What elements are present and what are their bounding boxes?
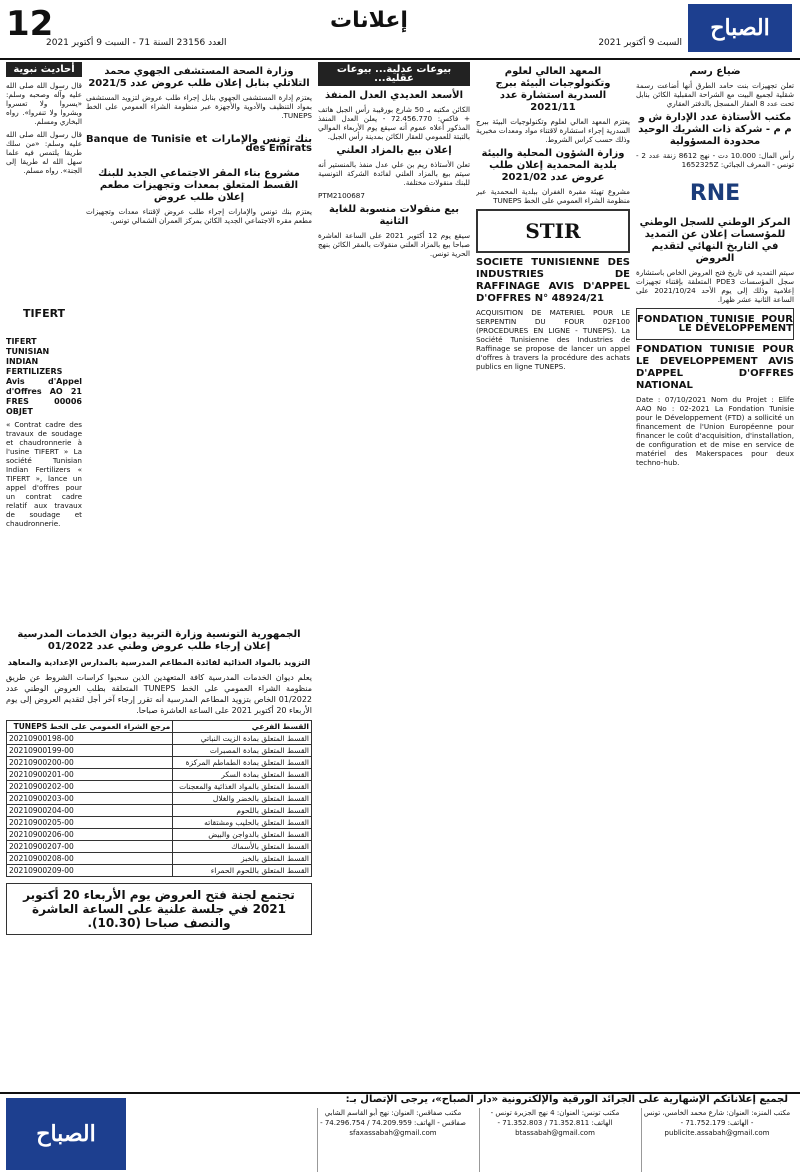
office-tunis: مكتب تونس: العنوان: 4 نهج الجزيرة تونس - الهاتف: 71.352.811 / 71.352.803 - btassabah@gmail.com (479, 1108, 630, 1172)
ad-title: إعلان بيع بالمزاد العلني (336, 145, 452, 156)
lot-description: القسط المتعلق بالخضر والغلال (173, 793, 312, 805)
table-row (7, 793, 312, 805)
table-row (7, 781, 312, 793)
fondation-logo: FONDATION TUNISIE POUR LE DÉVELOPPEMENT (636, 308, 794, 340)
ad-title: FONDATION TUNISIE POUR LE DEVELOPPEMENT AVIS D'APPEL D'OFFRES NATIONAL (636, 344, 794, 391)
ad-title: المعهد العالي لعلوم وتكنولوجيات البيئة ببرج السدرية استشارة عدد 2021/11 (495, 66, 611, 113)
table-row (7, 841, 312, 853)
ad-text: سيتم التمديد في تاريخ فتح العروض الخاص باستشارة سجل المؤسسات PDE3 المتعلقة بإقتناء تجهيزات إعلامية وذلك إلى يوم الأحد 2021/10/24 على الساعة الثانية عشر ظهرا. (636, 268, 794, 304)
lot-description: القسط المتعلق بمادة السكر (173, 769, 312, 781)
lot-description: القسط المتعلق باللحوم (173, 805, 312, 817)
notice-title: الجمهورية التونسية وزارة التربية ديوان الخدمات المدرسية إعلان إرجاء طلب عروض وطني عدد 01/2022 (17, 629, 301, 652)
lots-table (6, 720, 312, 877)
ad-text: تعلن الأستاذة ريم بن علي عدل منفذ بالمنستير أنه سيتم بيع بالمزاد العلني لفائدة الشركة التونسية للبنك منقولات مختلفة. (318, 160, 470, 187)
ad-title: وزارة الشؤون المحلية والبيئة بلدية المحمدية إعلان طلب عروض عدد 2021/02 (481, 148, 625, 183)
ad-text: رأس المال: 10.000 دت - نهج 8612 زنقة عدد 2 - تونس - المعرف الجبائي: 1652325Z (636, 151, 794, 169)
table-row (7, 805, 312, 817)
lot-reference: 20210900198-00 (7, 733, 173, 745)
footer-title: لجميع إعلاناتكم الإشهارية على الجرائد الورقية والإلكترونية «دار الصباح»، يرجى الإتصال بـ: (345, 1094, 788, 1105)
footer-logo: الصباح (6, 1098, 126, 1170)
ad-text: تعلن تجهيزات بنت حامد الطرق أنها أضاعت رسمة شقلية لجميع البيت مع الشراحة المقبلية الكائن بنابل تحت عدد 8 العقار المسجل بالدفتر العقاري (636, 81, 794, 108)
ad-text: يعتزم بنك تونس والإمارات إجراء طلب عروض لإقتناء معدات وتجهيزات مطعم مقره الاجتماعي الجديد الكائن بمركز العمران الشمالي تونس. (86, 207, 312, 225)
section-title: إعلانات (330, 8, 408, 33)
footer (0, 1092, 800, 1176)
tifert-logo: TIFERT (22, 306, 66, 320)
btl-logo: بنك تونس والإمارات Banque de Tunisie et des Emirats (86, 134, 312, 154)
lot-description: القسط المتعلق بمادة الزيت النباتي (173, 733, 312, 745)
lot-reference: 20210900200-00 (7, 757, 173, 769)
lot-description: القسط المتعلق باللحوم الحمراء (173, 865, 312, 877)
newspaper-logo: الصباح (688, 4, 792, 52)
column-3 (318, 62, 470, 1042)
issue-line: العدد 23156 السنة 71 - السبت 9 أكتوبر 2021 (46, 38, 227, 48)
lot-description: القسط المتعلق بالحليب ومشتقاته (173, 817, 312, 829)
ad-title: TIFERT TUNISIAN INDIAN FERTILIZERS Avis d'Appel d'Offres AO 21 FRES 00006 OBJET (6, 337, 82, 416)
lot-reference: 20210900201-00 (7, 769, 173, 781)
lot-reference: 20210900203-00 (7, 793, 173, 805)
masthead (0, 0, 800, 60)
column-4 (86, 62, 312, 562)
ad-text: Date : 07/10/2021 Nom du Projet : Elife AAO No : 02-2021 La Fondation Tunisie pour le Développement (FTD) a sollicité un financement de l'Union Européenne pour financer le coût d'acquisition, d'installation, de configuration et de mise en service de matériel des Makerspaces pour deux techno-hub. (636, 395, 794, 467)
lot-description: القسط المتعلق بمادة المصبرات (173, 745, 312, 757)
ad-text: سيقع يوم 12 أكتوبر 2021 على الساعة العاشرة صباحا بيع بالمزاد العلني منقولات بالمقر الكائن بنهج الحرية تونس. (318, 231, 470, 258)
lot-reference: 20210900208-00 (7, 853, 173, 865)
ad-title: وزارة الصحة المستشفى الجهوي محمد التلاتلي بنابل إعلان طلب عروض عدد 2021/5 (88, 66, 310, 89)
lot-reference: 20210900206-00 (7, 829, 173, 841)
hadith-title: أحاديث نبوية (6, 62, 82, 77)
ad-text: « Contrat cadre des travaux de soudage et chaudronnerie à l'usine TIFERT » La société Tunisian Indian Fertilizers « TIFERT », lance un appel d'offres pour un contrat cadre relatif aux travaux de soudage et chaudronnerie. (6, 420, 82, 528)
ad-title: SOCIETE TUNISIENNE DES INDUSTRIES DE RAFFINAGE AVIS D'APPEL D'OFFRES N° 48924/21 (476, 257, 630, 304)
office-menzah: مكتب المنزه: العنوان: شارع محمد الخامس، تونس - الهاتف: 71.752.179 - publicite.assabah@gmail.com (641, 1108, 792, 1172)
tifert-ad (6, 290, 82, 620)
ad-ref: PTM2100687 (318, 191, 365, 200)
ad-text: يعتزم إدارة المستشفى الجهوي بنابل إجراء طلب عروض لتزويد المستشفى بمواد التنظيف والأدوية والأجهزة عبر منظومة الشراء العمومي على الخط TUNEPS. (86, 93, 312, 120)
stir-logo: STIR (476, 209, 630, 253)
notice-subtitle: التزويد بالمواد الغذائية لفائدة المطاعم المدرسية بالمدارس الإعدادية والمعاهد (7, 658, 311, 667)
page-number: 12 (6, 4, 54, 44)
hadith-text: قال رسول الله صلى الله عليه وآله وصحبه وسلم: «يسروا ولا تعسروا وبشروا ولا تنفروا». رواه البخاري ومسلم. (6, 81, 82, 126)
ad-title: المركز الوطني للسجل الوطني للمؤسسات إعلان عن التمديد في التاريخ النهائي لتقديم العروض (639, 217, 791, 264)
notice-text: يعلم ديوان الخدمات المدرسية كافة المتعهدين الذين سحبوا كراسات الشروط عن طريق منظومة الشراء العمومي على الخط TUNEPS المتعلقة بطلب العروض الوطني عدد 01/2022 الخاص بتزويد المطاعم المدرسية أنه تقرر إرجاء آخر أجل لتقديم العروض إلى يوم الأربعاء 20 أكتوبر 2021 على الساعة العاشرة صباحا. (6, 673, 312, 715)
lot-reference: 20210900205-00 (7, 817, 173, 829)
ad-text: مشروع تهيئة مقبرة الغفران ببلدية المحمدية عبر منظومة الشراء العمومي على الخط TUNEPS (476, 187, 630, 205)
ad-text: ACQUISITION DE MATERIEL POUR LE SERPENTIN DU FOUR 02F100 (PROCEDURES EN LIGNE - TUNEPS). La Société Tunisienne des Industries de Raffinage se propose de lancer un appel d'offres à travers la procédure des achats publics en ligne TUNEPS. (476, 308, 630, 371)
ad-text: الكائن مكتبه بـ 50 شارع بورقيبة رأس الجبل هاتف + فاكس: 72.456.770 - يعلن العدل المنفذ المذكور أعلاه عموم أنه سيقع يوم الأربعاء الموالي بالتبتة للعمومي للعقار الكائن بمدينة رأس الجبل. (318, 105, 470, 141)
education-notice (6, 625, 312, 1085)
office-sfax: مكتب صفاقس: العنوان: نهج أبو القاسم الشابي صفاقس - الهاتف: 74.209.959 / 74.296.754 - sfaxassabah@gmail.com (317, 1108, 468, 1172)
table-row (7, 733, 312, 745)
column-1 (636, 62, 794, 1042)
lot-reference: 20210900202-00 (7, 781, 173, 793)
ad-title: ضياع رسم (689, 66, 741, 77)
lot-description: القسط المتعلق بمادة الطماطم المركزة (173, 757, 312, 769)
table-row (7, 769, 312, 781)
table-header: مرجع الشراء العمومي على الخط TUNEPS (7, 721, 173, 733)
lot-description: القسط المتعلق بالمواد الغذائية والمعجنات (173, 781, 312, 793)
issue-date: السبت 9 أكتوبر 2021 (598, 38, 682, 48)
lot-description: القسط المتعلق بالدواجن والبيض (173, 829, 312, 841)
table-row (7, 853, 312, 865)
lot-reference: 20210900204-00 (7, 805, 173, 817)
column-2 (476, 62, 630, 1042)
ad-text: يعتزم المعهد العالي لعلوم وتكنولوجيات البيئة ببرج السدرية إجراء استشارة لاقتناء مواد ومعدات مخبرية وذلك حسب كراس الشروط. (476, 117, 630, 144)
hadith-column (6, 62, 82, 282)
lot-reference: 20210900209-00 (7, 865, 173, 877)
ad-title: مكتب الأستاذة عدد الإدارة ش و م م - شركة ذات الشريك الوحيد محدودة المسؤولية (638, 112, 792, 147)
lot-reference: 20210900199-00 (7, 745, 173, 757)
section-banner: بيوعات عدلية... بيوعات عقلية... (318, 62, 470, 86)
lot-description: القسط المتعلق بالأسماك (173, 841, 312, 853)
ad-title: بيع منقولات منسوبة للغاية الثانية (329, 204, 459, 227)
table-row (7, 745, 312, 757)
lot-reference: 20210900207-00 (7, 841, 173, 853)
table-row (7, 817, 312, 829)
lot-description: القسط المتعلق بالخبز (173, 853, 312, 865)
table-header: القسط الفرعي (173, 721, 312, 733)
table-row (7, 829, 312, 841)
hadith-text: قال رسول الله صلى الله عليه وسلم: «من سلك طريقا يلتمس فيه علما سهل الله له طريقا إلى الجنة». رواه مسلم. (6, 130, 82, 175)
ad-title: مشروع بناء المقر الاجتماعي الجديد للبنك القسط المتعلق بمعدات وتجهيزات مطعم إعلان طلب عروض (98, 168, 300, 203)
table-row (7, 865, 312, 877)
opening-notice: تجتمع لجنة فتح العروض يوم الأربعاء 20 أكتوبر 2021 في جلسة علنية على الساعة العاشرة والنصف صباحا (10.30). (6, 883, 312, 935)
rne-logo: RNE (689, 180, 741, 206)
ad-title: الأسعد العديدي العدل المنفذ (324, 90, 464, 101)
table-row (7, 757, 312, 769)
